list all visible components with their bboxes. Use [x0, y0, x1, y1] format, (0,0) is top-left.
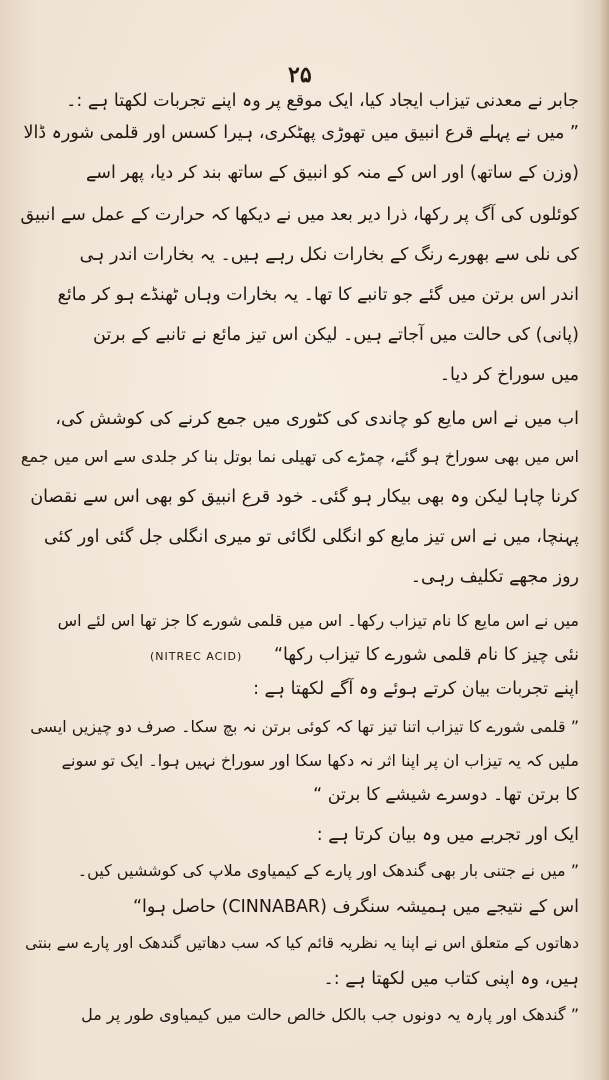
text-line: اس کے نتیجے میں ہمیشہ سنگرف (CINNABAR) حاصل ہوا“	[132, 897, 579, 917]
text-line: ایک اور تجربے میں وہ بیان کرتا ہے :	[316, 825, 579, 845]
text-line: روز مجھے تکلیف رہی۔	[410, 567, 579, 587]
page-number: ۲۵	[288, 62, 312, 88]
page-edge-shadow	[599, 0, 609, 1080]
text-line: نئی چیز کا نام قلمی شورے کا تیزاب رکھا“	[273, 645, 579, 665]
text-line: پہنچا، میں نے اس تیز مایع کو انگلی لگائی تو میری انگلی جل گئی اور کئی	[43, 527, 579, 547]
text-line: جابر نے معدنی تیزاب ایجاد کیا، ایک موقع پر وہ اپنے تجربات لکھتا ہے :۔	[66, 91, 579, 111]
text-line: ” میں نے جتنی بار بھی گندھک اور پارے کے کیمیاوی ملاپ کی کوششیں کیں۔	[77, 861, 579, 880]
text-line: میں نے اس مایع کا نام تیزاب رکھا۔ اس میں قلمی شورے کا جز تھا اس لئے اس	[57, 611, 579, 630]
text-line: اب میں نے اس مایع کو چاندی کی کٹوری میں جمع کرنے کی کوشش کی،	[55, 409, 579, 429]
text-line: ” گندھک اور پارہ یہ دونوں جب بالکل خالص حالت میں کیمیاوی طور پر مل	[81, 1005, 579, 1024]
text-line: اپنے تجربات بیان کرتے ہوئے وہ آگے لکھتا ہے :	[253, 679, 579, 699]
latin-term: (NITREC ACID)	[150, 650, 243, 663]
urdu-text-block	[20, 88, 579, 1026]
text-line: دھاتوں کے متعلق اس نے اپنا یہ نظریہ قائم کیا کہ سب دھاتیں گندھک اور پارے سے بنتی	[25, 934, 579, 952]
text-line: ” قلمی شورے کا تیزاب اتنا تیز تھا کہ کوئی برتن نہ بچ سکا۔ صرف دو چیزیں ایسی	[30, 717, 579, 736]
text-line: (پانی) کی حالت میں آجاتے ہیں۔ لیکن اس تیز مائع نے تانبے کے برتن	[93, 325, 579, 345]
text-line: میں سوراخ کر دیا۔	[439, 365, 579, 385]
text-line: کرنا چاہا لیکن وہ بھی بیکار ہو گئی۔ خود قرع انبیق کو بھی اس سے نقصان	[30, 487, 579, 507]
text-line: ملیں کہ یہ تیزاب ان پر اپنا اثر نہ دکھا سکا اور سوراخ نہیں ہوا۔ ایک تو سونے	[61, 751, 579, 770]
text-line: اندر اس برتن میں گئے جو تانبے کا تھا۔ یہ بخارات وہاں ٹھنڈے ہو کر مائع	[57, 285, 579, 305]
text-line: ہیں، وہ اپنی کتاب میں لکھتا ہے :۔	[323, 969, 579, 989]
text-line: کی نلی سے بھورے رنگ کے بخارات نکل رہے ہیں۔ یہ بخارات اندر ہی	[79, 245, 579, 265]
text-line: ” میں نے پہلے قرع انبیق میں تھوڑی پھٹکری، ہیرا کسس اور قلمی شورہ ڈالا	[23, 123, 579, 143]
text-line: اس میں بھی سوراخ ہو گئے، چمڑے کی تھیلی نما بوتل بنا کر جلدی سے اس میں جمع	[20, 447, 579, 466]
text-line: (وزن کے ساتھ) اور اس کے منہ کو انبیق کے ساتھ بند کر دیا، پھر اسے	[86, 163, 579, 183]
text-line: کوئلوں کی آگ پر رکھا، ذرا دیر بعد میں نے دیکھا کہ حرارت کے عمل سے انبیق	[20, 205, 579, 225]
text-line: کا برتن تھا۔ دوسرے شیشے کا برتن “	[313, 785, 579, 805]
